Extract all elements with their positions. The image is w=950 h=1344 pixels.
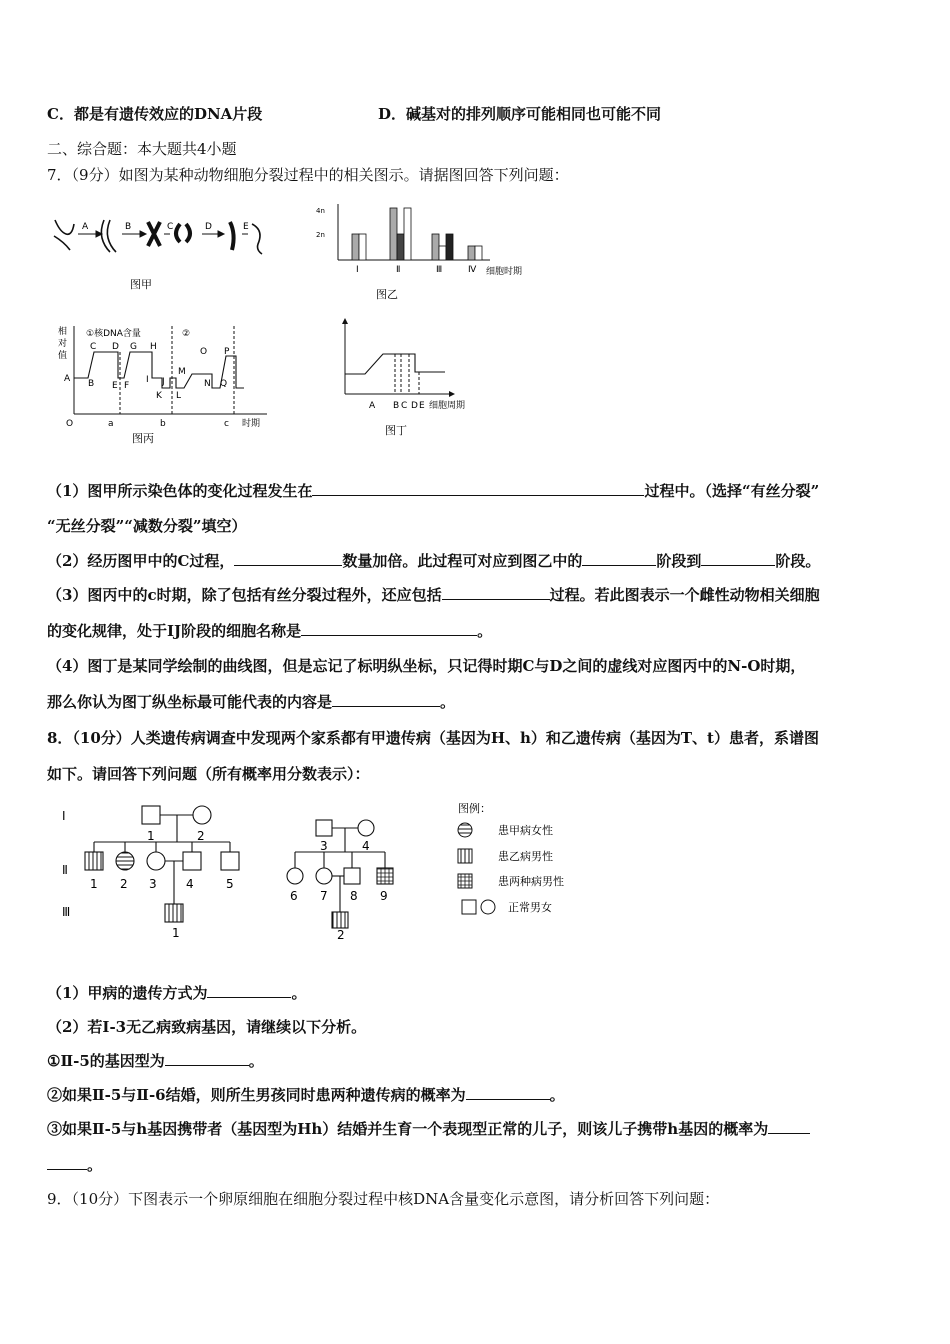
bar-iv-2 <box>475 246 482 260</box>
legend-icon-yi-male <box>458 849 472 863</box>
bar-iii-1 <box>432 234 439 260</box>
svg-text:C: C <box>90 342 97 352</box>
label-a: A <box>82 222 89 232</box>
svg-text:a: a <box>108 419 114 429</box>
svg-text:1: 1 <box>90 877 98 891</box>
svg-text:A: A <box>64 374 71 384</box>
svg-text:M: M <box>178 367 186 377</box>
bar-ii-2 <box>397 234 404 260</box>
svg-text:B: B <box>393 401 400 411</box>
svg-text:L: L <box>176 391 182 401</box>
q8-sub2-3-line1: ③如果Ⅱ-5与h基因携带者（基因型为Hh）结婚并生育一个表现型正常的儿子，则该儿子携带h基因的概率为 <box>47 1118 810 1139</box>
family1-ii5 <box>221 852 239 870</box>
figure-jia <box>52 210 272 295</box>
svg-text:5: 5 <box>226 877 234 891</box>
family1-ii2 <box>116 852 134 870</box>
gen-i: Ⅰ <box>62 809 66 823</box>
svg-text:B: B <box>88 379 95 389</box>
section-title: 二、综合题：本大题共4小题 <box>47 140 237 158</box>
svg-text:患两种病男性: 患两种病男性 <box>498 875 564 888</box>
answer-blank[interactable] <box>466 1085 550 1100</box>
gen-ii: Ⅱ <box>62 863 68 877</box>
family2-i3 <box>316 820 332 836</box>
q8-sub2-2: ②如果Ⅱ-5与Ⅱ-6结婚，则所生男孩同时患两种遗传病的概率为 。 <box>47 1086 565 1104</box>
figure-ding <box>335 316 495 441</box>
family1-ii4 <box>183 852 201 870</box>
family2-ii6 <box>287 868 303 884</box>
gen-iii: Ⅲ <box>62 905 71 919</box>
q8-sub2-3-line2: 。 <box>47 1154 102 1175</box>
svg-text:N: N <box>204 379 211 389</box>
svg-text:c: c <box>224 419 229 429</box>
q7-sub4-line1: （4）图丁是某同学绘制的曲线图，但是忘记了标明纵坐标，只记得时期C与D之间的虚线对应图丙中的N-O时期， <box>47 657 806 675</box>
svg-text:A: A <box>369 401 376 411</box>
svg-text:1: 1 <box>147 829 155 843</box>
svg-text:J: J <box>162 377 165 387</box>
svg-text:Q: Q <box>220 379 228 389</box>
svg-text:G: G <box>130 342 137 352</box>
svg-text:患甲病女性: 患甲病女性 <box>498 824 553 837</box>
bar-iii-2 <box>439 246 446 260</box>
family2-i4 <box>358 820 374 836</box>
caption-ding: 图丁 <box>385 424 407 437</box>
svg-text:3: 3 <box>149 877 157 891</box>
svg-text:2: 2 <box>337 928 345 941</box>
bar-ii-1 <box>390 208 397 260</box>
answer-blank[interactable] <box>332 692 440 707</box>
xlabel-i: Ⅰ <box>356 265 359 275</box>
family2-ii8 <box>344 868 360 884</box>
family2-ii9 <box>377 868 393 884</box>
family2-iii2 <box>332 912 348 928</box>
svg-text:b: b <box>160 419 166 429</box>
chromatin-1 <box>55 220 74 234</box>
curve-line <box>74 352 244 388</box>
answer-blank[interactable] <box>234 551 342 566</box>
caption-bing: 图丙 <box>132 432 154 445</box>
bar-iii-3 <box>446 234 453 260</box>
label-e: E <box>243 222 249 232</box>
xlabel-iv: Ⅳ <box>468 265 477 275</box>
svg-text:K: K <box>156 391 162 401</box>
svg-text:3: 3 <box>320 839 328 853</box>
answer-blank[interactable] <box>207 983 291 998</box>
chromosome-single <box>230 222 234 250</box>
figure-yi <box>310 200 530 305</box>
answer-blank[interactable] <box>582 551 656 566</box>
xtitle-yi: 细胞时期 <box>486 267 523 277</box>
svg-text:相: 相 <box>58 327 68 337</box>
svg-text:6: 6 <box>290 889 298 903</box>
q8-stem-1: 8．（10分）人类遗传病调查中发现两个家系都有甲遗传病（基因为H、h）和乙遗传病（基因为T、t）患者，系谱图 <box>47 729 819 747</box>
svg-text:E: E <box>419 401 425 411</box>
legend-icon-jia-female <box>458 823 472 837</box>
bar-i-2 <box>359 234 366 260</box>
q8-sub2: （2）若I-3无乙病致病基因，请继续以下分析。 <box>47 1018 367 1036</box>
family1-i1 <box>142 806 160 824</box>
answer-blank[interactable] <box>312 481 644 496</box>
legend-icon-both-male <box>458 874 472 888</box>
legend-icon-normal-male <box>462 900 476 914</box>
figure-bing <box>52 322 277 447</box>
q7-stem: 7．（9分）如图为某种动物细胞分裂过程中的相关图示。请据图回答下列问题： <box>47 166 569 184</box>
pedigree-chart <box>52 796 612 941</box>
q9-stem: 9．（10分）下图表示一个卵原细胞在细胞分裂过程中核DNA含量变化示意图，请分析回答下列问题： <box>47 1190 720 1208</box>
svg-text:值: 值 <box>58 351 68 361</box>
ylabel-4n: 4n <box>316 207 325 215</box>
pedigree-legend <box>458 823 495 914</box>
label-b: B <box>125 222 132 232</box>
svg-text:F: F <box>124 381 130 391</box>
svg-text:P: P <box>224 347 230 357</box>
svg-text:C: C <box>401 401 408 411</box>
q7-sub4-line2: 那么你认为图丁纵坐标最可能代表的内容是 。 <box>47 693 456 711</box>
svg-text:患乙病男性: 患乙病男性 <box>498 850 553 863</box>
svg-text:D: D <box>411 401 418 411</box>
option-d: D．碱基对的排列顺序可能相同也可能不同 <box>378 105 662 123</box>
q7-sub2: （2）经历图甲中的C过程， 数量加倍。此过程可对应到图乙中的 阶段到 阶段。 <box>47 552 821 570</box>
legend-icon-normal-female <box>481 900 495 914</box>
option-c: C．都是有遗传效应的DNA片段 <box>47 105 263 123</box>
q7-sub1-line1: （1）图甲所示染色体的变化过程发生在 过程中。（选择“有丝分裂” <box>47 482 820 500</box>
xlabel-ii: Ⅱ <box>396 265 401 275</box>
ylabel-2n: 2n <box>316 231 325 239</box>
answer-blank[interactable] <box>165 1051 249 1066</box>
q8-stem-2: 如下。请回答下列问题（所有概率用分数表示）： <box>47 765 370 783</box>
svg-text:9: 9 <box>380 889 388 903</box>
bar-i-1 <box>352 234 359 260</box>
svg-text:D: D <box>112 342 119 352</box>
svg-text:2: 2 <box>197 829 205 843</box>
family1-ii3 <box>147 852 165 870</box>
answer-blank[interactable] <box>442 585 550 600</box>
svg-text:4: 4 <box>362 839 370 853</box>
svg-text:8: 8 <box>350 889 358 903</box>
svg-text:图例：: 图例： <box>458 802 491 815</box>
curve2-label: ② <box>182 329 191 339</box>
svg-text:I: I <box>146 375 149 385</box>
family1-iii1 <box>165 904 183 922</box>
answer-blank[interactable] <box>47 1155 87 1170</box>
label-d: D <box>205 222 212 232</box>
svg-text:细胞周期: 细胞周期 <box>429 401 466 411</box>
xlabel-iii: Ⅲ <box>436 265 443 275</box>
svg-text:2: 2 <box>120 877 128 891</box>
caption-yi: 图乙 <box>376 288 398 301</box>
svg-text:O: O <box>200 347 208 357</box>
svg-text:对: 对 <box>58 339 68 349</box>
svg-text:4: 4 <box>186 877 194 891</box>
svg-text:O: O <box>66 419 74 429</box>
curve1-label: ①核DNA含量 <box>86 329 141 339</box>
svg-text:E: E <box>112 381 118 391</box>
q8-sub1: （1）甲病的遗传方式为 。 <box>47 984 307 1002</box>
svg-text:H: H <box>150 342 157 352</box>
svg-text:1: 1 <box>172 926 180 940</box>
family1-i2 <box>193 806 211 824</box>
answer-blank[interactable] <box>301 621 477 636</box>
svg-text:7: 7 <box>320 889 328 903</box>
q8-sub2-1: ①Ⅱ-5的基因型为 。 <box>47 1052 264 1070</box>
bar-ii-3 <box>404 208 411 260</box>
answer-blank[interactable] <box>768 1119 810 1134</box>
q7-sub1-line2: “无丝分裂”“减数分裂”填空） <box>47 517 247 535</box>
svg-text:时期: 时期 <box>242 419 261 429</box>
family2-ii7 <box>316 868 332 884</box>
chromosome-x <box>148 222 160 246</box>
q7-sub3-line1: （3）图丙中的c时期，除了包括有丝分裂过程外，还应包括 过程。若此图表示一个雌性动物相关细胞 <box>47 586 820 604</box>
svg-text:正常男女: 正常男女 <box>508 901 552 914</box>
answer-blank[interactable] <box>701 551 775 566</box>
bar-iv-1 <box>468 246 475 260</box>
family1-ii1 <box>85 852 103 870</box>
q7-sub3-line2: 的变化规律，处于IJ阶段的细胞名称是 。 <box>47 622 493 640</box>
caption-jia: 图甲 <box>130 278 152 291</box>
label-c: C <box>167 222 174 232</box>
